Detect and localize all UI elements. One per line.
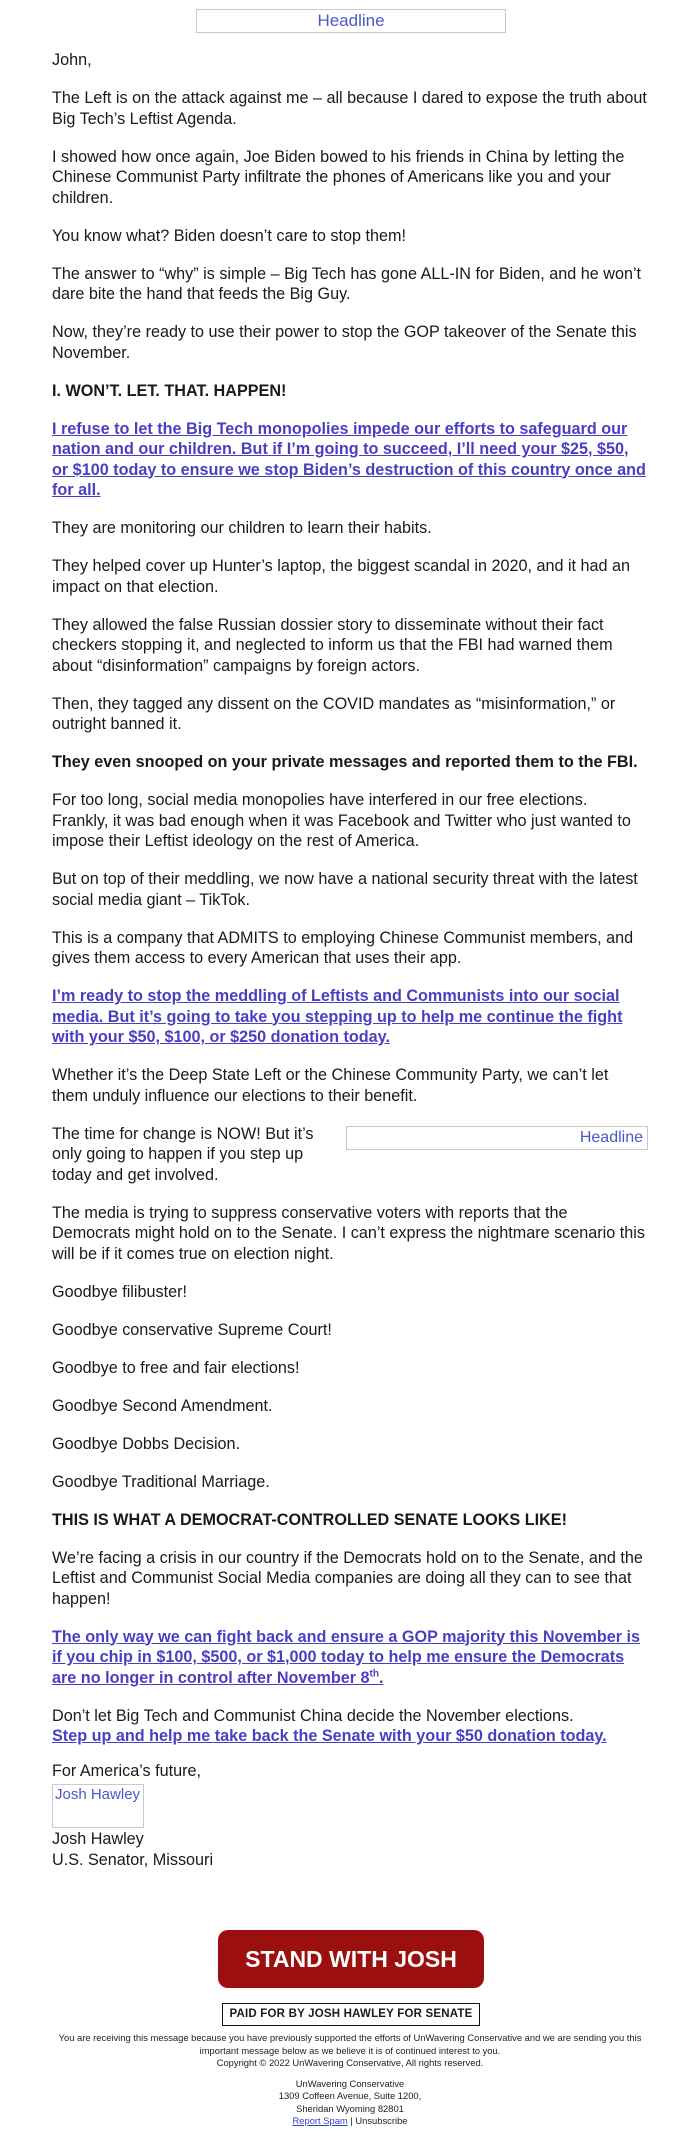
donate-link-3-text: The only way we can fight back and ensure a GOP majority this November is if you chip in $100, $500, or $1,000 today to help me ensure the Democrats are no longer in control after November 8 [52, 1627, 641, 1687]
paragraph: I showed how once again, Joe Biden bowed to his friends in China by letting the Chinese Communist Party infiltrate the phones of Americans like you and your children. [52, 147, 625, 207]
footer-copyright: Copyright © 2022 UnWavering Conservative, All rights reserved. [216, 2057, 484, 2068]
paragraph: Don’t let Big Tech and Communist China decide the November elections. [52, 1706, 574, 1725]
signature-block [52, 1761, 648, 1871]
paragraph: For too long, social media monopolies have interfered in our free elections. Frankly, it was bad enough when it was Facebook and Twitter who just wanted to impose their Leftist ideology on the rest of America. [52, 791, 631, 850]
goodbye-line: Goodbye conservative Supreme Court! [52, 1320, 332, 1339]
footer-org: UnWavering Conservative [295, 2077, 405, 2089]
paragraph: The answer to “why” is simple – Big Tech has gone ALL-IN for Biden, and he won’t dare bite the hand that feeds the Big Guy. [52, 264, 642, 303]
unsubscribe-link[interactable]: Unsubscribe [355, 2115, 408, 2126]
signature-name: Josh Hawley [52, 1830, 144, 1848]
donate-link-3-end: . [378, 1668, 384, 1687]
paragraph: You know what? Biden doesn’t care to stop them! [52, 226, 406, 245]
paragraph: Whether it’s the Deep State Left or the Chinese Community Party, we can’t let them unduly influence our elections to their benefit. [52, 1066, 609, 1105]
greeting: John, [52, 51, 92, 69]
goodbye-line: Goodbye Traditional Marriage. [52, 1472, 270, 1491]
headline-image: Headline [196, 9, 506, 33]
signature-image: Josh Hawley [52, 1784, 144, 1828]
footer-separator: | [347, 2115, 356, 2126]
signature-title: U.S. Senator, Missouri [52, 1850, 214, 1869]
footer [55, 2032, 645, 2128]
donate-link-1[interactable]: I refuse to let the Big Tech monopolies impede our efforts to safeguard our nation and our children. But if I’m going to succeed, I’ll need your $25, $50, or $100 today to ensure we stop Biden’s destruction of this country once and for all. [52, 419, 646, 499]
bold-statement: They even snooped on your private messages and reported them to the FBI. [52, 753, 638, 771]
stand-with-josh-button[interactable]: STAND WITH JOSH [218, 1930, 484, 1988]
paragraph: The media is trying to suppress conservative voters with reports that the Democrats might hold on to the Senate. I can’t express the nightmare scenario this will be if it comes true on election night. [52, 1203, 645, 1263]
paragraph: They are monitoring our children to learn their habits. [52, 519, 432, 537]
donate-link-4[interactable]: Step up and help me take back the Senate with your $50 donation today. [52, 1727, 607, 1745]
inline-headline-image: Headline [346, 1126, 648, 1150]
paragraph: Now, they’re ready to use their power to stop the GOP takeover of the Senate this November. [52, 323, 637, 362]
goodbye-line: Goodbye filibuster! [52, 1282, 187, 1301]
paragraph: The time for change is NOW! But it’s only going to happen if you step up today and get involved. [52, 1124, 314, 1184]
goodbye-line: Goodbye Dobbs Decision. [52, 1434, 241, 1453]
footer-notice: You are receiving this message because you have previously supported the efforts of UnWavering Conservative and we are sending you this important message below as we believe it is of continued interest to you. [58, 2032, 642, 2056]
paid-for-disclaimer: PAID FOR BY JOSH HAWLEY FOR SENATE [222, 2003, 480, 2026]
paragraph: This is a company that ADMITS to employing Chinese Communist members, and gives them access to every American that uses their app. [52, 928, 634, 967]
footer-street: 1309 Coffeen Avenue, Suite 1200, [278, 2090, 422, 2101]
paragraph: The Left is on the attack against me – all because I dared to expose the truth about Big Tech’s Leftist Agenda. [52, 89, 647, 128]
signature-closing: For America’s future, [52, 1761, 202, 1780]
footer-city: Sheridan Wyoming 82801 [296, 2102, 404, 2114]
goodbye-line: Goodbye Second Amendment. [52, 1396, 273, 1415]
paragraph: They allowed the false Russian dossier story to disseminate without their fact checkers stopping it, and neglected to inform us that the FBI had warned them about “disinformation” campaigns by foreign actors. [52, 615, 613, 675]
paragraph: Then, they tagged any dissent on the COVID mandates as “misinformation,” or outright banned it. [52, 694, 616, 733]
superscript: th [369, 1668, 379, 1680]
email-content [52, 50, 648, 1870]
paragraph: They helped cover up Hunter’s laptop, the biggest scandal in 2020, and it had an impact on that election. [52, 557, 631, 596]
goodbye-line: Goodbye to free and fair elections! [52, 1358, 300, 1377]
paragraph: We’re facing a crisis in our country if the Democrats hold on to the Senate, and the Leftist and Communist Social Media companies are doing all they can to see that happen! [52, 1548, 643, 1608]
donate-link-3[interactable] [52, 1628, 640, 1687]
bold-statement: THIS IS WHAT A DEMOCRAT-CONTROLLED SENATE LOOKS LIKE! [52, 1510, 567, 1529]
report-spam-link[interactable]: Report Spam [292, 2115, 348, 2126]
paragraph: But on top of their meddling, we now have a national security threat with the latest social media giant – TikTok. [52, 870, 638, 909]
donate-link-2[interactable]: I’m ready to stop the meddling of Leftists and Communists into our social media. But it’s going to take you stepping up to help me continue the fight with your $50, $100, or $250 donation today. [52, 987, 623, 1046]
bold-statement: I. WON’T. LET. THAT. HAPPEN! [52, 381, 287, 400]
